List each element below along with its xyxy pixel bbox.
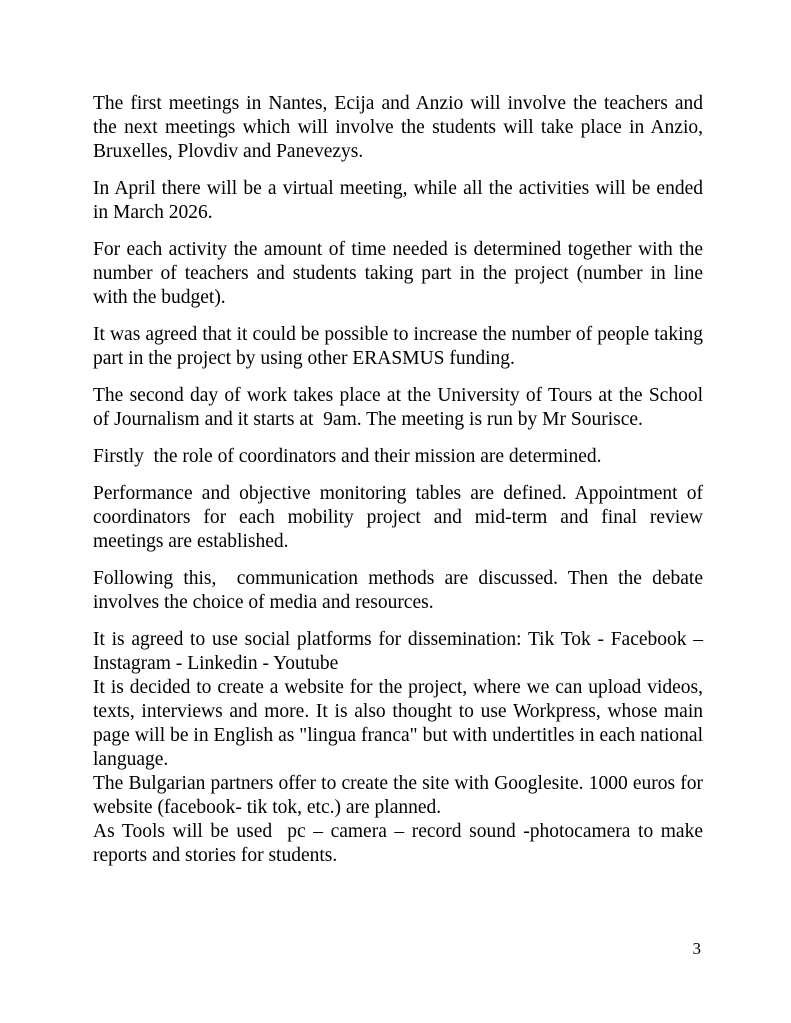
paragraph: For each activity the amount of time needed is determined together with the number of teachers and students taking part in the project (number in line with the budget). — [93, 239, 708, 308]
paragraph: The Bulgarian partners offer to create the site with Googlesite. 1000 euros for website (facebook- tik tok, etc.) are planned. — [93, 773, 708, 818]
paragraph: It was agreed that it could be possible to increase the number of people taking part in the project by using other ERASMUS funding. — [93, 324, 708, 369]
paragraph: The second day of work takes place at the University of Tours at the School of Journalism and it starts at 9am. The meeting is run by Mr Sourisce. — [93, 385, 708, 430]
paragraph: Firstly the role of coordinators and their mission are determined. — [93, 446, 602, 467]
paragraph: The first meetings in Nantes, Ecija and Anzio will involve the teachers and the next meetings which will involve the students will take place in Anzio, Bruxelles, Plovdiv and Panevezys. — [93, 93, 708, 162]
page-body-text — [93, 92, 708, 868]
paragraph: It is decided to create a website for the project, where we can upload videos, texts, interviews and more. It is also thought to use Workpress, whose main page will be in English as "lingua franca" but with undertitles in each national language. — [93, 677, 708, 770]
paragraph: Performance and objective monitoring tables are defined. Appointment of coordinators for each mobility project and mid-term and final review meetings are established. — [93, 483, 708, 552]
paragraph: In April there will be a virtual meeting, while all the activities will be ended in March 2026. — [93, 178, 708, 223]
page-number: 3 — [692, 939, 701, 958]
paragraph: As Tools will be used pc – camera – record sound -photocamera to make reports and stories for students. — [93, 821, 708, 866]
paragraph: It is agreed to use social platforms for dissemination: Tik Tok - Facebook – Instagram - Linkedin - Youtube — [93, 629, 708, 674]
paragraph: Following this, communication methods are discussed. Then the debate involves the choice of media and resources. — [93, 568, 708, 613]
